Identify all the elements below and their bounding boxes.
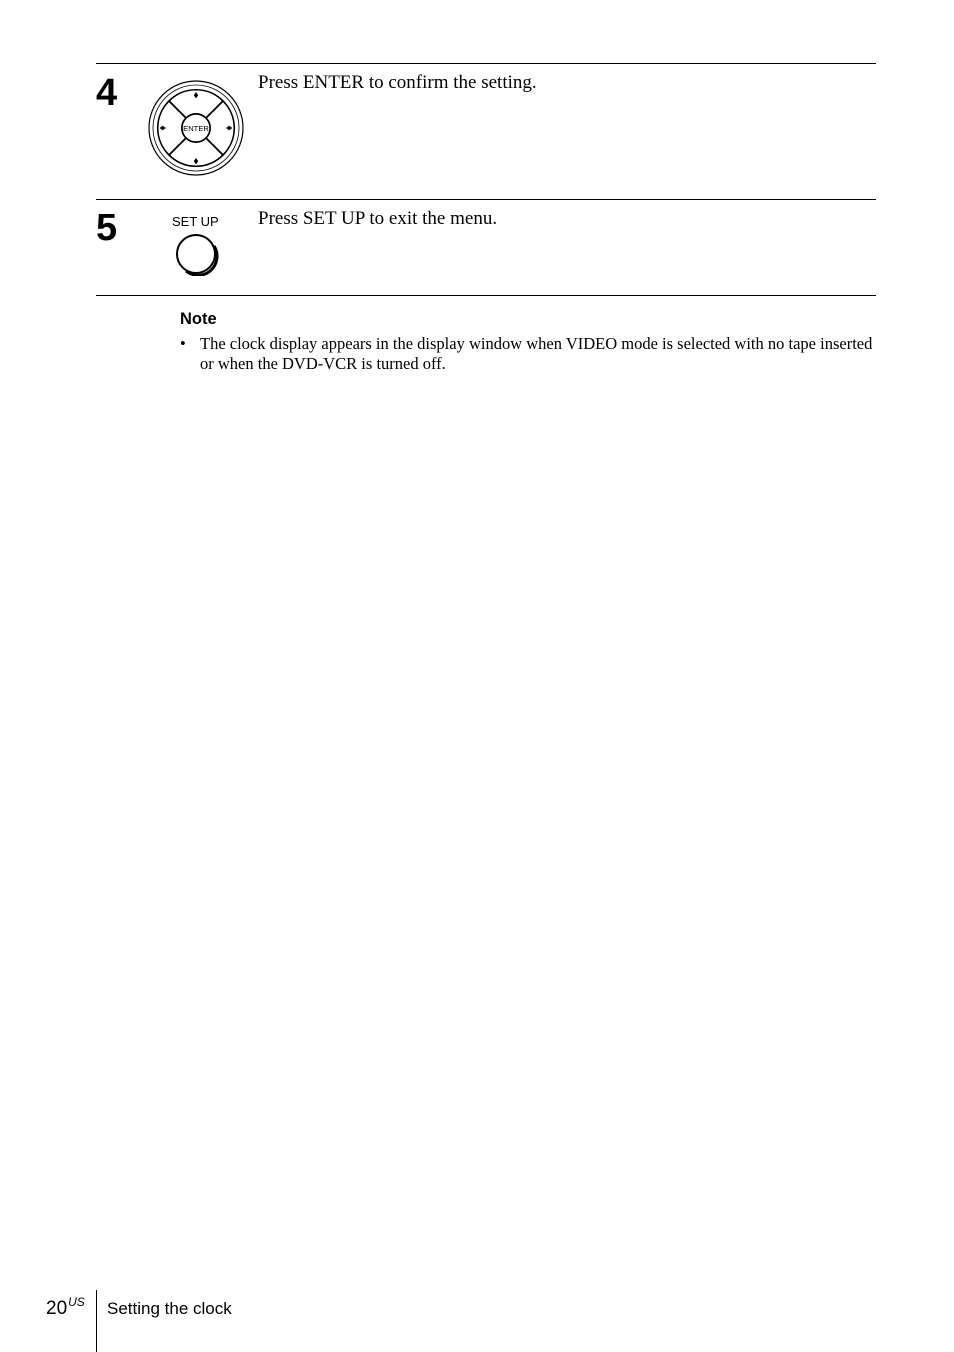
divider-bottom [96, 295, 876, 296]
page-suffix: US [68, 1295, 85, 1309]
section-title: Setting the clock [107, 1299, 232, 1318]
divider-step-5 [96, 199, 876, 200]
enter-label: ENTER [183, 123, 209, 133]
page-number-value: 20 [46, 1298, 68, 1319]
setup-button-icon [174, 234, 220, 276]
page-number [46, 1296, 85, 1318]
note-heading: Note [180, 310, 217, 328]
step-instruction: Press SET UP to exit the menu. [258, 208, 498, 229]
step-instruction: Press ENTER to confirm the setting. [258, 72, 537, 93]
step-number: 4 [96, 72, 118, 114]
note-item [180, 334, 880, 374]
enter-joystick-icon [146, 78, 246, 178]
bullet: • [180, 334, 186, 353]
step-number: 5 [96, 207, 118, 249]
setup-label: SET UP [172, 214, 219, 229]
note-text: The clock display appears in the display window when VIDEO mode is selected with no tape inserted or when the DVD-VCR is turned off. [200, 334, 873, 373]
footer-divider [96, 1290, 97, 1352]
divider-top [96, 63, 876, 64]
